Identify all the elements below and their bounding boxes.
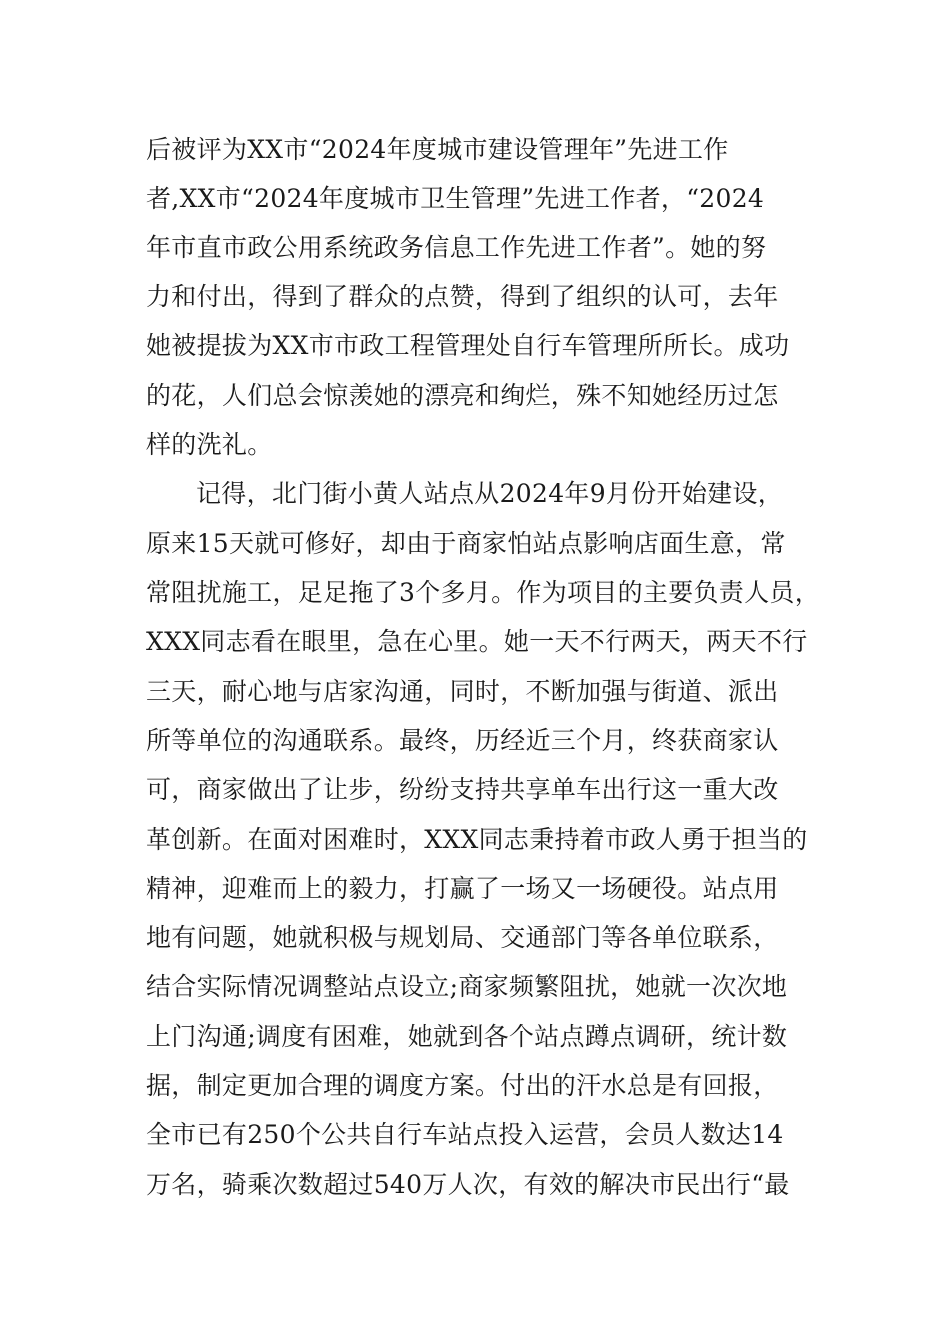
- text-line: 所等单位的沟通联系。最终，历经近三个月，终获商家认: [146, 726, 779, 755]
- text-line: 样的洗礼。: [146, 430, 273, 459]
- text-line: 者,XX市“2024年度城市卫生管理”先进工作者，“2024: [146, 184, 765, 213]
- text-line: 结合实际情况调整站点设立;商家频繁阻扰，她就一次次地: [146, 972, 788, 1001]
- text-line: 地有问题，她就积极与规划局、交通部门等各单位联系，: [146, 923, 779, 952]
- text-line: 三天，耐心地与店家沟通，同时，不断加强与街道、派出: [146, 677, 779, 706]
- text-line: 革创新。在面对困难时，XXX同志秉持着市政人勇于担当的: [146, 825, 808, 854]
- text-line: 可，商家做出了让步，纷纷支持共享单车出行这一重大改: [146, 775, 779, 804]
- text-line: 常阻扰施工，足足拖了3个多月。作为项目的主要负责人员，: [146, 578, 821, 607]
- text-line: 她被提拔为XX市市政工程管理处自行车管理所所长。成功: [146, 331, 790, 360]
- text-line: 年市直市政公用系统政务信息工作先进工作者”。她的努: [146, 233, 767, 262]
- text-line: 的花，人们总会惊羡她的漂亮和绚烂，殊不知她经历过怎: [146, 381, 779, 410]
- text-line: 万名，骑乘次数超过540万人次，有效的解决市民出行“最: [146, 1170, 790, 1199]
- text-line: XXX同志看在眼里，急在心里。她一天不行两天，两天不行: [146, 627, 808, 656]
- text-line: 原来15天就可修好，却由于商家怕站点影响店面生意，常: [146, 529, 786, 558]
- text-line: 据，制定更加合理的调度方案。付出的汗水总是有回报，: [146, 1071, 779, 1100]
- text-line: 力和付出，得到了群众的点赞，得到了组织的认可，去年: [146, 282, 779, 311]
- text-line: 后被评为XX市“2024年度城市建设管理年”先进工作: [146, 135, 729, 164]
- text-line: 全市已有250个公共自行车站点投入运营，会员人数达14: [146, 1120, 784, 1149]
- text-line: 精神，迎难而上的毅力，打赢了一场又一场硬役。站点用: [146, 874, 779, 903]
- paragraph-first-line: 记得，北门街小黄人站点从2024年9月份开始建设，: [196, 479, 784, 508]
- text-line: 上门沟通;调度有困难，她就到各个站点蹲点调研，统计数: [146, 1022, 788, 1051]
